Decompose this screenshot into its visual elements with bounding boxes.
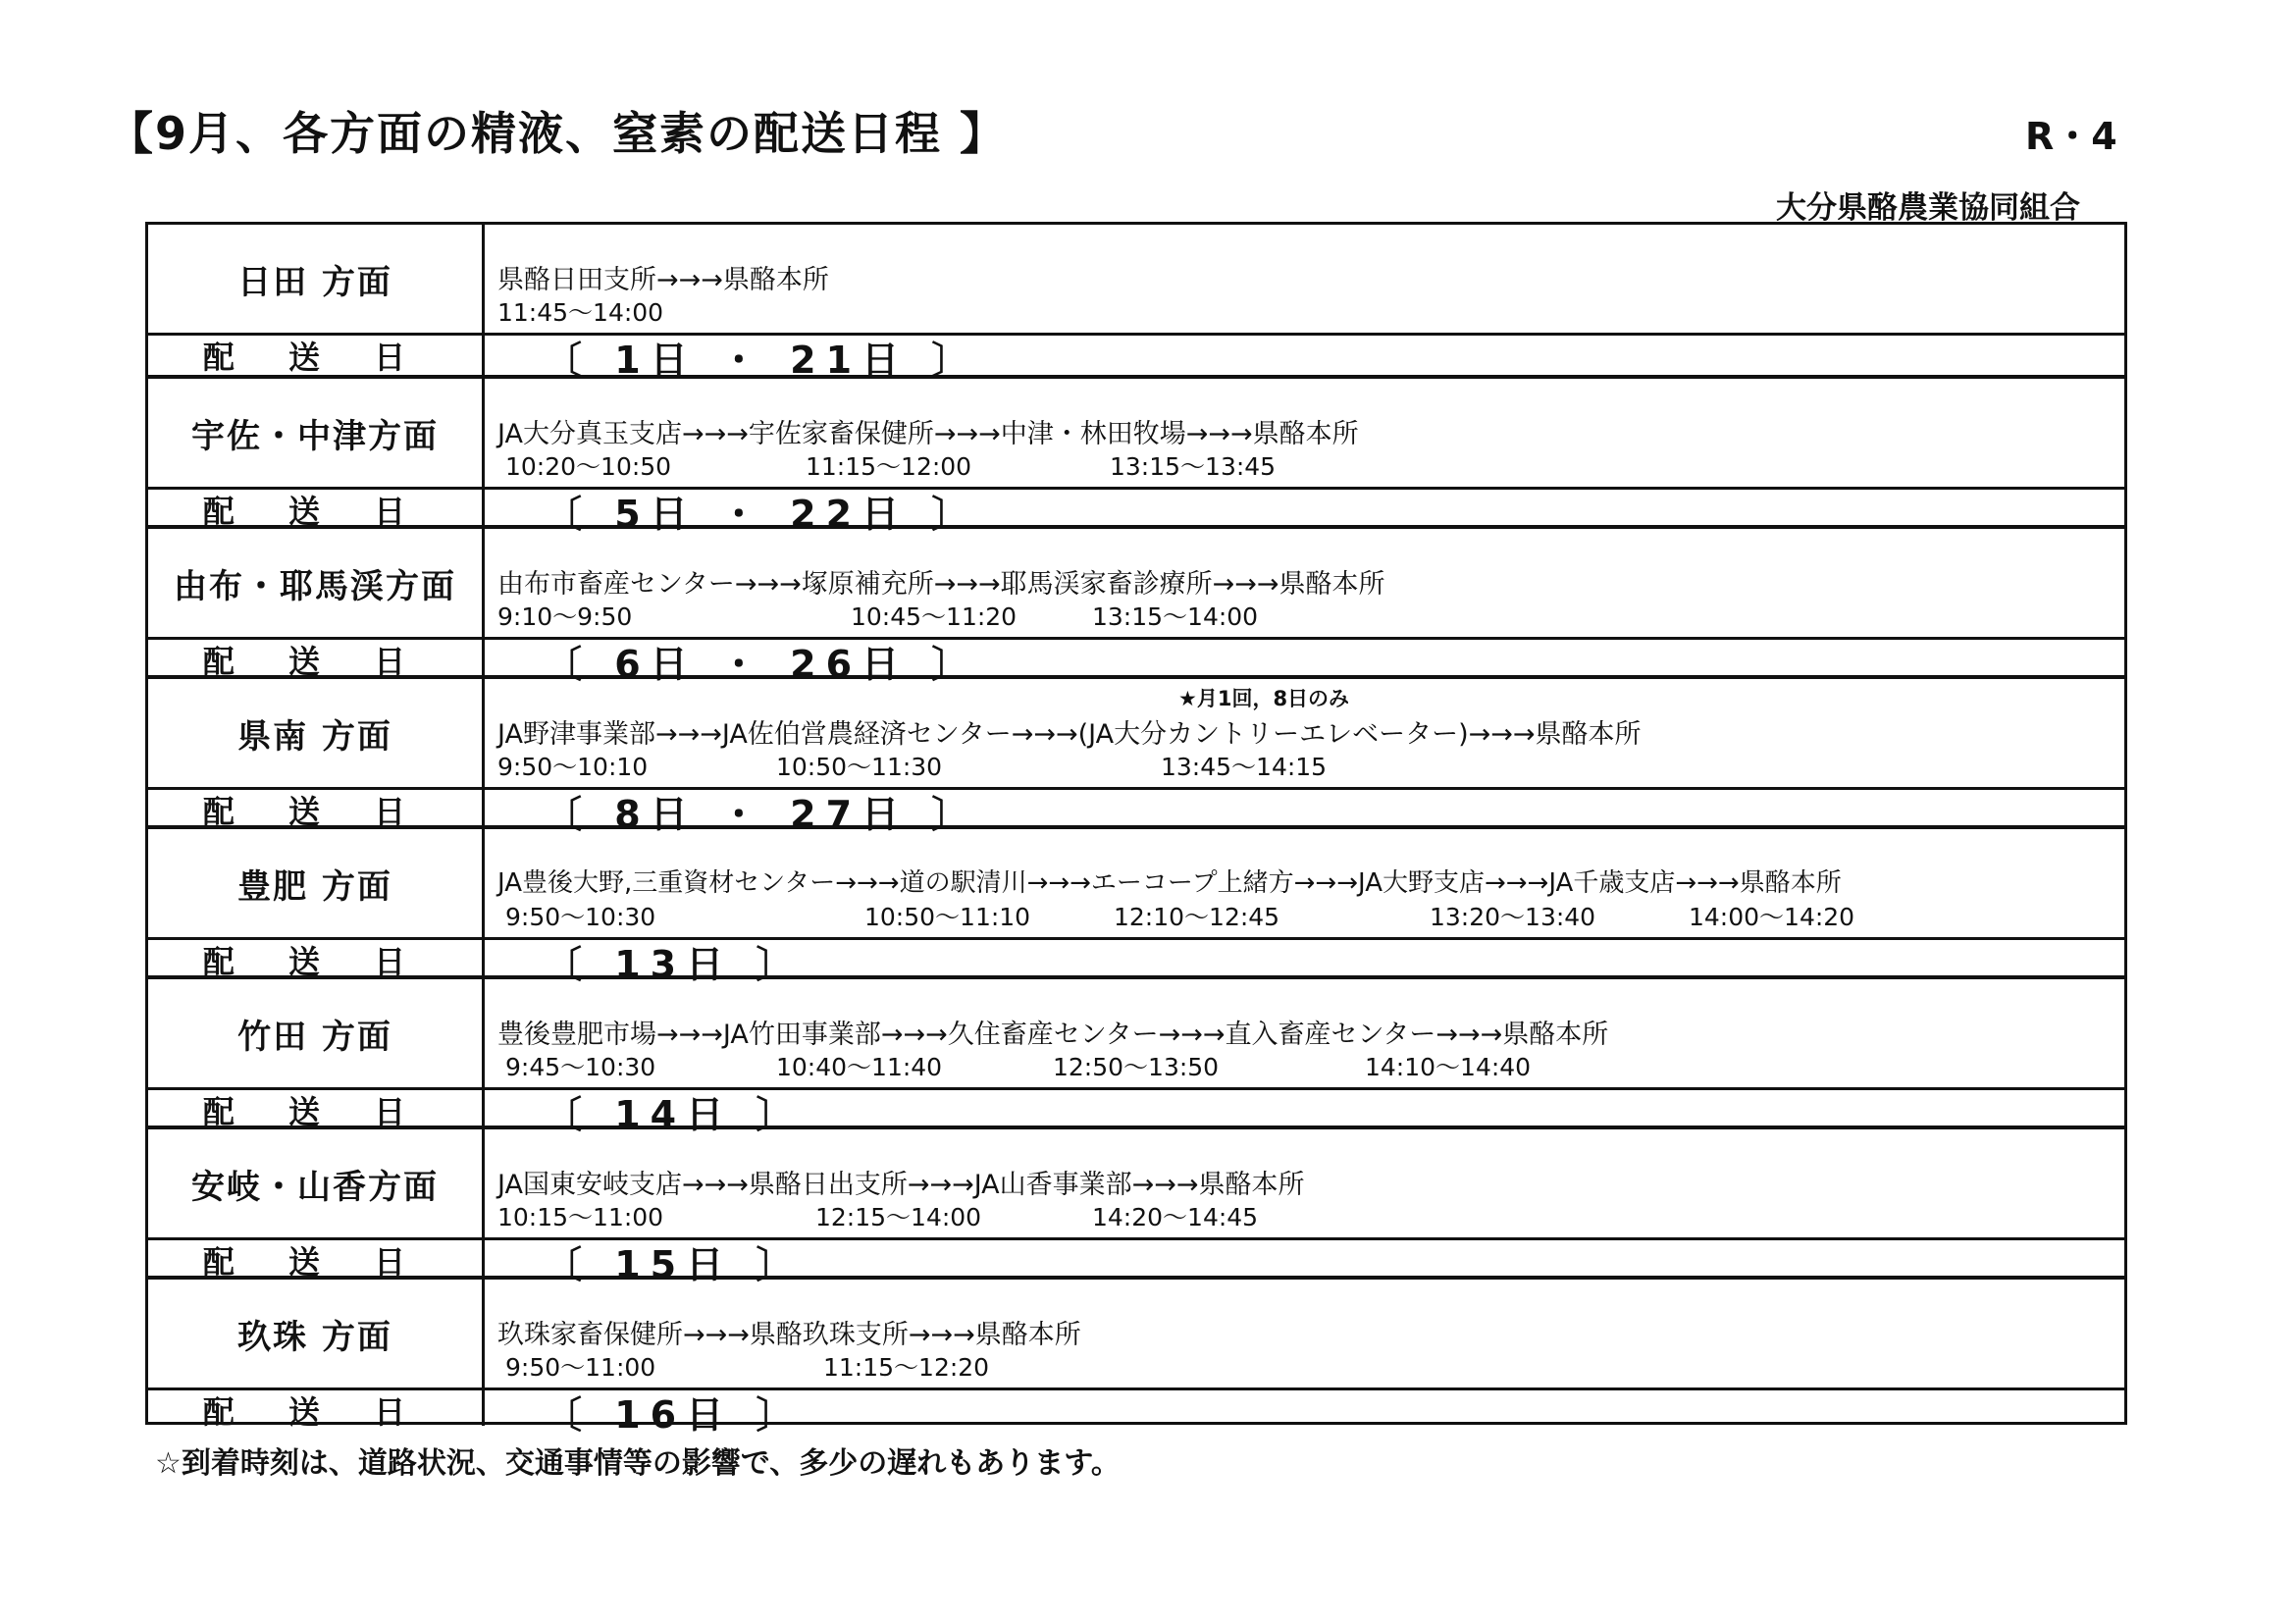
delivery-date-label: 配 送 日 — [202, 1393, 428, 1431]
delivery-date-label: 配 送 日 — [202, 339, 428, 376]
route-group-hita — [148, 225, 2124, 382]
delivery-schedule-table — [145, 222, 2127, 1437]
route-group-kusu — [148, 1276, 2124, 1437]
route-note: ★月1回，8日のみ — [1178, 687, 1350, 710]
arrival-time: 13:15～13:45 — [1110, 452, 1277, 481]
area-name: 玖珠 方面 — [237, 1317, 392, 1357]
page-title: 【9月、各方面の精液、窒素の配送日程 】 — [108, 107, 1008, 160]
arrival-time: 11:15～12:00 — [806, 452, 972, 481]
arrival-time: 9:45～10:30 — [505, 1053, 656, 1081]
arrival-time: 10:15～11:00 — [497, 1203, 664, 1231]
delivery-dates: 〔 8日 ・ 27日 〕 — [545, 793, 979, 836]
arrival-time: 11:15～12:20 — [823, 1353, 990, 1382]
route-text: JA豊後大野,三重資材センター→→→道の駅清川→→→エーコープ上緒方→→→JA大野支店→→→JA千歳支店→→→県酪本所 — [497, 868, 1842, 898]
route-group-hohi — [148, 825, 2124, 986]
arrival-time: 14:00～14:20 — [1689, 903, 1855, 931]
area-name: 県南 方面 — [237, 716, 392, 757]
delivery-dates: 〔 5日 ・ 22日 〕 — [545, 493, 979, 536]
route-text: 豊後豊肥市場→→→JA竹田事業部→→→久住畜産センター→→→直入畜産センター→→→県酪本所 — [497, 1020, 1609, 1050]
arrival-time: 9:50～11:00 — [505, 1353, 656, 1382]
route-text: JA大分真玉支店→→→宇佐家畜保健所→→→中津・林田牧場→→→県酪本所 — [497, 419, 1359, 449]
route-group-taketa — [148, 975, 2124, 1136]
arrival-time: 10:20～10:50 — [505, 452, 672, 481]
delivery-date-label: 配 送 日 — [202, 1243, 428, 1281]
organization-name: 大分県酪農業協同組合 — [1776, 190, 2080, 226]
area-name: 由布・耶馬渓方面 — [174, 566, 456, 606]
delivery-dates: 〔 13日 〕 — [545, 943, 804, 986]
delivery-date-label: 配 送 日 — [202, 1093, 428, 1130]
arrival-time: 12:15～14:00 — [815, 1203, 982, 1231]
area-name: 竹田 方面 — [237, 1017, 392, 1057]
arrival-time: 11:45～14:00 — [497, 298, 664, 327]
arrival-time: 12:50～13:50 — [1053, 1053, 1220, 1081]
route-text: 玖珠家畜保健所→→→県酪玖珠支所→→→県酪本所 — [497, 1320, 1081, 1350]
route-text: JA野津事業部→→→JA佐伯営農経済センター→→→(JA大分カントリーエレベーター)→→→県酪本所 — [497, 719, 1642, 750]
arrival-time: 14:10～14:40 — [1365, 1053, 1532, 1081]
arrival-time: 10:50～11:10 — [864, 903, 1031, 931]
delivery-date-label: 配 送 日 — [202, 643, 428, 680]
area-name: 安岐・山香方面 — [191, 1167, 439, 1207]
arrival-time: 10:50～11:30 — [776, 753, 943, 781]
delivery-dates: 〔 15日 〕 — [545, 1243, 804, 1286]
arrival-time: 9:50～10:10 — [497, 753, 649, 781]
page-number: R・4 — [2025, 115, 2117, 158]
area-name: 日田 方面 — [237, 262, 392, 302]
delivery-dates: 〔 16日 〕 — [545, 1393, 804, 1437]
delivery-date-label: 配 送 日 — [202, 793, 428, 830]
route-group-kennan — [148, 675, 2124, 836]
arrival-time: 10:40～11:40 — [776, 1053, 943, 1081]
arrival-time: 13:15～14:00 — [1092, 602, 1259, 631]
arrival-time: 9:10～9:50 — [497, 602, 633, 631]
footnote: ☆到着時刻は、道路状況、交通事情等の影響で、多少の遅れもあります。 — [155, 1446, 1121, 1481]
route-group-usa-nakatsu — [148, 375, 2124, 536]
delivery-dates: 〔 6日 ・ 26日 〕 — [545, 643, 979, 686]
route-text: 由布市畜産センター→→→塚原補充所→→→耶馬渓家畜診療所→→→県酪本所 — [497, 569, 1385, 600]
route-group-aki-yamaga — [148, 1126, 2124, 1286]
route-text: 県酪日田支所→→→県酪本所 — [497, 265, 829, 295]
arrival-time: 14:20～14:45 — [1092, 1203, 1259, 1231]
arrival-time: 10:45～11:20 — [851, 602, 1018, 631]
arrival-time: 9:50～10:30 — [505, 903, 656, 931]
route-group-yufu-yabakei — [148, 525, 2124, 686]
route-text: JA国東安岐支店→→→県酪日出支所→→→JA山香事業部→→→県酪本所 — [497, 1170, 1305, 1200]
delivery-date-label: 配 送 日 — [202, 493, 428, 530]
delivery-dates: 〔 14日 〕 — [545, 1093, 804, 1136]
delivery-dates: 〔 1日 ・ 21日 〕 — [545, 339, 979, 382]
delivery-date-label: 配 送 日 — [202, 943, 428, 980]
arrival-time: 13:45～14:15 — [1161, 753, 1328, 781]
area-name: 豊肥 方面 — [237, 866, 392, 907]
arrival-time: 13:20～13:40 — [1430, 903, 1596, 931]
area-name: 宇佐・中津方面 — [191, 416, 439, 456]
arrival-time: 12:10～12:45 — [1114, 903, 1280, 931]
